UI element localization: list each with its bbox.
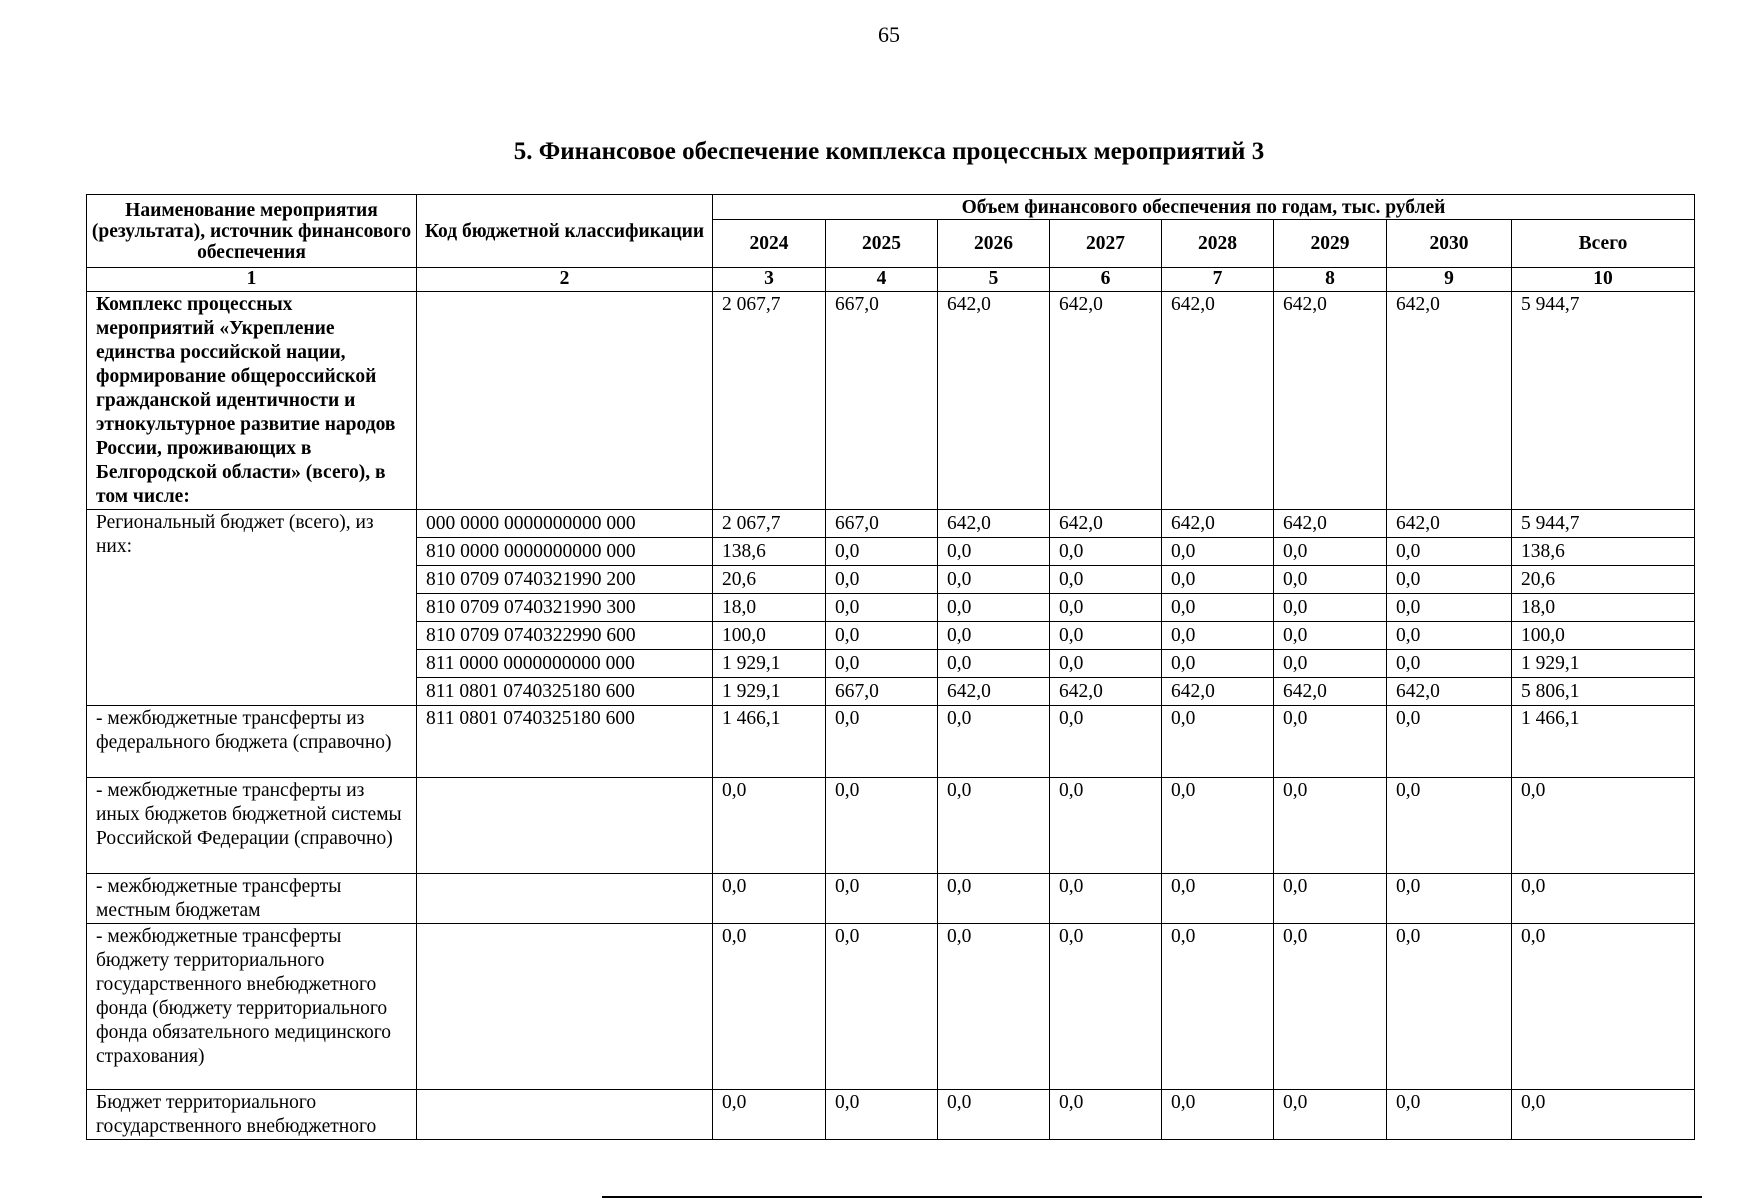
row-value: 0,0: [826, 650, 937, 678]
column-index: 7: [1162, 268, 1274, 292]
row-value: 642,0: [1059, 681, 1103, 702]
row-value: 0,0: [826, 874, 938, 924]
row-code: 811 0801 0740325180 600: [417, 706, 713, 778]
row-value: 2 067,7: [713, 292, 826, 510]
column-index: 10: [1512, 268, 1695, 292]
row-value: 0,0: [713, 874, 826, 924]
row-value: 0,0: [938, 874, 1050, 924]
row-value: 1 929,1: [722, 681, 781, 702]
code-column: [417, 510, 713, 706]
row-value: 0,0: [1162, 594, 1273, 622]
row-value: 667,0: [835, 681, 879, 702]
row-value: 0,0: [1050, 778, 1162, 874]
column-index: 5: [938, 268, 1050, 292]
row-value: 0,0: [1387, 566, 1511, 594]
row-value: 0,0: [1387, 650, 1511, 678]
row-value: 0,0: [1387, 778, 1512, 874]
row-value: 0,0: [1162, 622, 1273, 650]
value-column: [1387, 510, 1512, 706]
header-total: Всего: [1512, 220, 1695, 268]
row-value: 642,0: [938, 510, 1049, 538]
column-index: 6: [1050, 268, 1162, 292]
row-value: 0,0: [826, 566, 937, 594]
row-value: 0,0: [1274, 706, 1387, 778]
column-index-row: [87, 268, 1695, 292]
column-index: 4: [826, 268, 938, 292]
row-value: 0,0: [938, 706, 1050, 778]
row-value: 667,0: [826, 510, 937, 538]
header-year: 2030: [1387, 220, 1512, 268]
row-value: 18,0: [713, 594, 825, 622]
row-name: - межбюджетные трансферты бюджету территориального государственного внебюджетного фонда (бюджету территориального фонда обязательного медицинского страхования): [87, 924, 417, 1090]
column-index: 3: [713, 268, 826, 292]
header-year: 2024: [713, 220, 826, 268]
row-value: 0,0: [826, 924, 938, 1090]
row-code: [417, 292, 713, 510]
row-value: 0,0: [1274, 622, 1386, 650]
row-value: 642,0: [1274, 292, 1387, 510]
row-value: 0,0: [826, 778, 938, 874]
table-row: [87, 778, 1695, 874]
budget-code: 811 0000 0000000000 000: [417, 650, 712, 678]
row-value: 0,0: [1050, 1090, 1162, 1140]
row-value: 642,0: [1171, 681, 1215, 702]
row-value: 642,0: [947, 681, 991, 702]
header-year: 2028: [1162, 220, 1274, 268]
row-value: 0,0: [1387, 538, 1511, 566]
row-value: 0,0: [1274, 778, 1387, 874]
row-value: 0,0: [713, 778, 826, 874]
row-value: 0,0: [826, 538, 937, 566]
table-row: [87, 292, 1695, 510]
row-total: 1 466,1: [1512, 706, 1695, 778]
row-value: 642,0: [1283, 681, 1327, 702]
row-value: 642,0: [1050, 510, 1161, 538]
row-value: 0,0: [1162, 538, 1273, 566]
row-value: 0,0: [938, 594, 1049, 622]
row-value: 0,0: [713, 924, 826, 1090]
column-index: 2: [417, 268, 713, 292]
row-value: 0,0: [938, 566, 1049, 594]
row-value: 0,0: [938, 538, 1049, 566]
header-code: Код бюджетной классификации: [417, 195, 713, 268]
row-value: 0,0: [1162, 874, 1274, 924]
row-value: 0,0: [1050, 566, 1161, 594]
row-value: 0,0: [938, 622, 1049, 650]
row-total: 0,0: [1512, 1090, 1695, 1140]
column-index: 1: [87, 268, 417, 292]
row-total: 5 944,7: [1512, 292, 1695, 510]
bottom-rule: [602, 1196, 1702, 1198]
row-value: 0,0: [1387, 874, 1512, 924]
financing-table: [86, 194, 1695, 1140]
row-value: 0,0: [938, 924, 1050, 1090]
row-total: 18,0: [1512, 594, 1694, 622]
page-number: 65: [878, 22, 900, 47]
row-value: 0,0: [1387, 594, 1511, 622]
row-value: 642,0: [1396, 681, 1440, 702]
table-row: [87, 924, 1695, 1090]
budget-code: 810 0000 0000000000 000: [417, 538, 712, 566]
row-value: 0,0: [713, 1090, 826, 1140]
row-value: 0,0: [1274, 594, 1386, 622]
row-value: 1 466,1: [713, 706, 826, 778]
row-total: 20,6: [1512, 566, 1694, 594]
row-name: Комплекс процессных мероприятий «Укрепление единства российской нации, формирование общероссийской гражданской идентичности и этнокультурное развитие народов России, проживающих в Белгородской области» (всего), в том числе:: [87, 292, 417, 510]
value-column: [1274, 510, 1387, 706]
table-row: [87, 706, 1695, 778]
row-value: 0,0: [1050, 924, 1162, 1090]
row-name: Бюджет территориального государственного внебюджетного: [87, 1090, 417, 1140]
row-value: 1 929,1: [713, 650, 825, 678]
row-value: 0,0: [1162, 924, 1274, 1090]
value-column: [938, 510, 1050, 706]
row-value: 0,0: [1162, 706, 1274, 778]
row-value: 0,0: [1050, 650, 1161, 678]
row-value: 0,0: [1387, 706, 1512, 778]
header-name: Наименование мероприятия (результата), источник финансового обеспечения: [87, 195, 417, 268]
row-value: 642,0: [1274, 510, 1386, 538]
row-value: 0,0: [1162, 566, 1273, 594]
row-code: [417, 924, 713, 1090]
row-value: 2 067,7: [713, 510, 825, 538]
budget-code: 810 0709 0740322990 600: [417, 622, 712, 650]
budget-code: 810 0709 0740321990 200: [417, 566, 712, 594]
row-total: 5 806,1: [1521, 681, 1580, 702]
row-value: 0,0: [938, 1090, 1050, 1140]
table-row: [87, 874, 1695, 924]
row-value: 100,0: [713, 622, 825, 650]
budget-code: 000 0000 0000000000 000: [417, 510, 712, 538]
row-value: 0,0: [826, 622, 937, 650]
row-value: 642,0: [938, 292, 1050, 510]
row-total: 138,6: [1512, 538, 1694, 566]
row-value: 0,0: [1162, 778, 1274, 874]
row-value: 0,0: [1162, 1090, 1274, 1140]
row-value: 642,0: [1162, 292, 1274, 510]
row-name: Региональный бюджет (всего), из них:: [87, 510, 417, 706]
value-column: [1512, 510, 1695, 706]
row-name: - межбюджетные трансферты местным бюджетам: [87, 874, 417, 924]
row-value: 642,0: [1162, 510, 1273, 538]
row-value: 0,0: [938, 650, 1049, 678]
row-value: 0,0: [826, 706, 938, 778]
row-value: 0,0: [1050, 594, 1161, 622]
row-value: 0,0: [1274, 1090, 1387, 1140]
row-value: 20,6: [713, 566, 825, 594]
row-value: 0,0: [1050, 622, 1161, 650]
row-value: 0,0: [1274, 924, 1387, 1090]
row-code: [417, 1090, 713, 1140]
header-year: 2029: [1274, 220, 1387, 268]
row-value: 0,0: [1274, 650, 1386, 678]
row-total: 100,0: [1512, 622, 1694, 650]
budget-code: 810 0709 0740321990 300: [417, 594, 712, 622]
row-value: 667,0: [826, 292, 938, 510]
row-name: - межбюджетные трансферты из федерального бюджета (справочно): [87, 706, 417, 778]
row-total: 1 929,1: [1512, 650, 1694, 678]
header-year: 2026: [938, 220, 1050, 268]
row-value: 0,0: [1387, 1090, 1512, 1140]
row-value: 0,0: [1162, 650, 1273, 678]
row-value: 0,0: [938, 778, 1050, 874]
row-code: [417, 874, 713, 924]
row-total: 5 944,7: [1512, 510, 1694, 538]
value-column: [826, 510, 938, 706]
row-value: 642,0: [1387, 292, 1512, 510]
row-total: 0,0: [1512, 778, 1695, 874]
row-value: 0,0: [1050, 874, 1162, 924]
value-column: [1162, 510, 1274, 706]
row-code: [417, 778, 713, 874]
table-row: [87, 1090, 1695, 1140]
column-index: 8: [1274, 268, 1387, 292]
value-column: [713, 510, 826, 706]
row-value: 138,6: [713, 538, 825, 566]
row-total: 0,0: [1512, 924, 1695, 1090]
document-title: 5. Финансовое обеспечение комплекса процессных мероприятий 3: [513, 138, 1265, 165]
row-name: - межбюджетные трансферты из иных бюджетов бюджетной системы Российской Федерации (справочно): [87, 778, 417, 874]
header-year: 2025: [826, 220, 938, 268]
row-value: 642,0: [1387, 510, 1511, 538]
row-value: 0,0: [1387, 622, 1511, 650]
row-value: 642,0: [1050, 292, 1162, 510]
row-value: 0,0: [826, 594, 937, 622]
budget-code: 811 0801 0740325180 600: [426, 681, 635, 702]
row-total: 0,0: [1512, 874, 1695, 924]
row-value: 0,0: [1274, 566, 1386, 594]
header-volume-group: Объем финансового обеспечения по годам, тыс. рублей: [713, 195, 1695, 220]
row-value: 0,0: [1387, 924, 1512, 1090]
row-value: 0,0: [1050, 538, 1161, 566]
table-row: [87, 510, 1695, 706]
row-value: 0,0: [1274, 538, 1386, 566]
header-year: 2027: [1050, 220, 1162, 268]
row-value: 0,0: [1050, 706, 1162, 778]
row-value: 0,0: [1274, 874, 1387, 924]
row-value: 0,0: [826, 1090, 938, 1140]
value-column: [1050, 510, 1162, 706]
column-index: 9: [1387, 268, 1512, 292]
